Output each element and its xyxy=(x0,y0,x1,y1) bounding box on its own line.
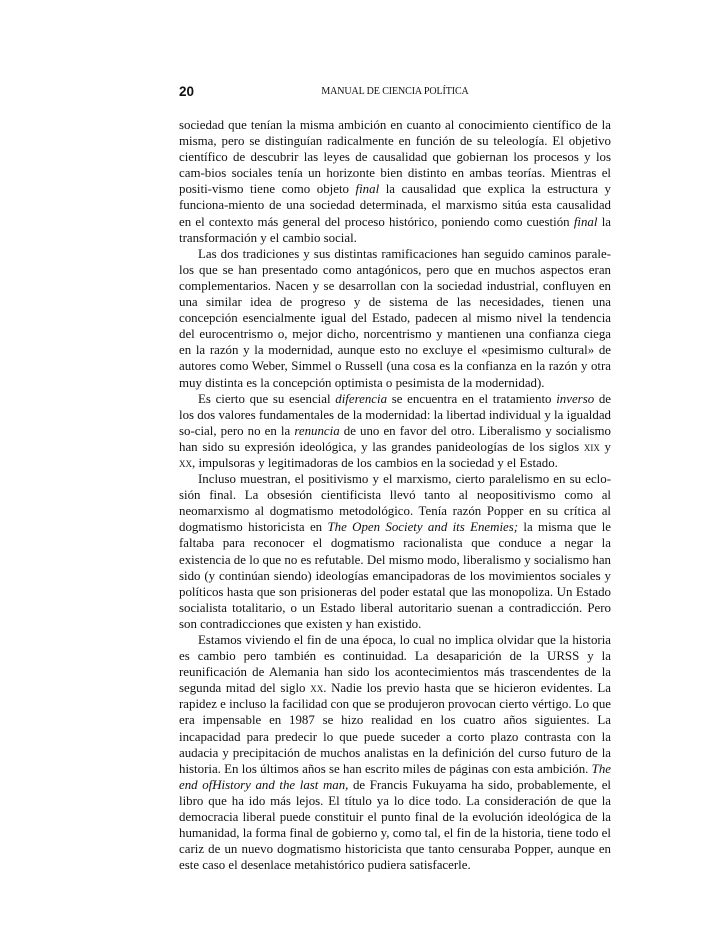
text-run: Estamos viviendo el fin de una época, lo cual no implica olvidar que la historia es cambio pero también es continuidad. La desaparición de la URSS y la reunificación de Alemania han sido los acontecimientos más trascendentes de la segunda mitad del siglo xyxy=(179,633,611,696)
text-run: de uno en favor del otro. Liberalismo y socialismo han sido su expresión ideológica, y las grandes panideologías de los siglos xyxy=(179,423,611,454)
page-number: 20 xyxy=(179,84,195,99)
text-run: Incluso muestran, el positivismo y el marxismo, cierto paralelismo en su eclo-sión final. La obsesión cientificista llevó tanto al neopositivismo como al neomarxismo al dogmatismo metodológico. Tenía razón Popper en su crítica al dogmatismo historicista en xyxy=(179,472,611,535)
italic-text: final xyxy=(573,214,598,229)
paragraph-5 xyxy=(179,632,611,873)
small-caps-text: xix xyxy=(583,439,600,454)
text-run: de Francis Fukuyama ha sido, probablemente, el libro que ha ido más lejos. El título ya lo dice todo. La consideración de que la democracia liberal puede constituir el punto final de la evolución ideológica de la humanidad, la forma final de gobierno y, como tal, el fin de la historia, tiene todo el cariz de un nuevo dogmatismo historicista que tanto censuraba Popper, aunque en este caso el desenlace metahistórico pudiera satisfacerle. xyxy=(179,777,612,873)
text-run: la transformación y el cambio social. xyxy=(179,214,612,245)
paragraph-3 xyxy=(179,391,611,471)
text-run: de los dos valores fundamentales de la modernidad: la libertad individual y la igualdad so-cial, pero no en la xyxy=(179,391,612,438)
paragraph-2 xyxy=(179,246,611,391)
small-caps-text: xx xyxy=(179,455,192,470)
text-run: sociedad que tenían la misma ambición en cuanto al conocimiento científico de la misma, pero se distinguían radicalmente en función de su teleología. El objetivo científico de descubrir las leyes de causalidad que gobiernan los procesos y los cam-bios sociales tenía un horizonte bien distinto en ambas teorías. Mientras el positi-vismo tiene como objeto xyxy=(179,118,611,197)
page-header xyxy=(179,84,611,102)
italic-text: renuncia xyxy=(294,423,340,438)
italic-text: diferencia xyxy=(335,391,388,406)
text-run: la misma que le faltaba para reconocer el dogmatismo racionalista que conduce a negar la existencia de lo que no es refutable. Del mismo modo, liberalismo y socialismo han sido (y continúan siendo) ideologías emancipadoras de los movimientos sociales y políticos hasta que son prisioneras del poder estatal que las monopoliza. Un Estado socialista totalitario, o un Estado liberal autoritario suenan a contradicción. Pero son contradicciones que existen y han existido. xyxy=(179,520,611,631)
running-title: MANUAL DE CIENCIA POLÍTICA xyxy=(321,86,469,97)
italic-text: The Open Society and its Enemies; xyxy=(327,520,519,535)
text-run: , impulsoras y legitimadoras de los cambios en la sociedad y el Estado. xyxy=(192,455,558,470)
paragraph-1 xyxy=(179,117,611,246)
text-run: se encuentra en el tratamiento xyxy=(387,391,557,406)
text-run: la causalidad que explica la estructura y funciona-miento de una sociedad determinada, el marxismo sitúa esta causalidad en el contexto más general del proceso histórico, poniendo como cuestión xyxy=(179,182,611,229)
paragraph-4 xyxy=(179,471,611,632)
italic-text: The end ofHistory and the last man, xyxy=(179,761,611,792)
small-caps-text: xx xyxy=(310,681,324,696)
body-text xyxy=(179,117,611,873)
text-run: Es cierto que su esencial xyxy=(198,391,336,406)
text-run: y xyxy=(599,439,611,454)
text-run: Las dos tradiciones y sus distintas ramificaciones han seguido caminos parale-los que se han presentado como antagónicos, pero que en muchos aspectos eran complementarios. Nacen y se desarrollan con la sociedad industrial, confluyen en una similar idea de progreso y de sistema de las necesidades, tienen una concepción esencialmente igual del Estado, padecen al mismo nivel la tendencia del eurocentrismo o, mejor dicho, norcentrismo y mantienen una confianza ciega en la razón y la modernidad, aunque esto no excluye el «pesimismo cultural» de autores como Weber, Simmel o Russell (una cosa es la confianza en la razón y otra muy distinta es la concepción optimista o pesimista de la modernidad). xyxy=(179,246,611,390)
text-run: . Nadie los previo hasta que se hicieron evidentes. La rapidez e incluso la facilidad con que se produjeron provocan cierto vértigo. Lo que era impensable en 1987 se hizo realidad en los cuatro años siguientes. La incapacidad para predecir lo que puede suceder a corto plazo contrasta con la audacia y precipitación de muchos analistas en la definición del curso futuro de la historia. En los últimos años se han escrito miles de páginas con esta ambición. xyxy=(179,681,611,776)
italic-text: final xyxy=(355,182,380,197)
italic-text: inverso xyxy=(556,391,595,406)
